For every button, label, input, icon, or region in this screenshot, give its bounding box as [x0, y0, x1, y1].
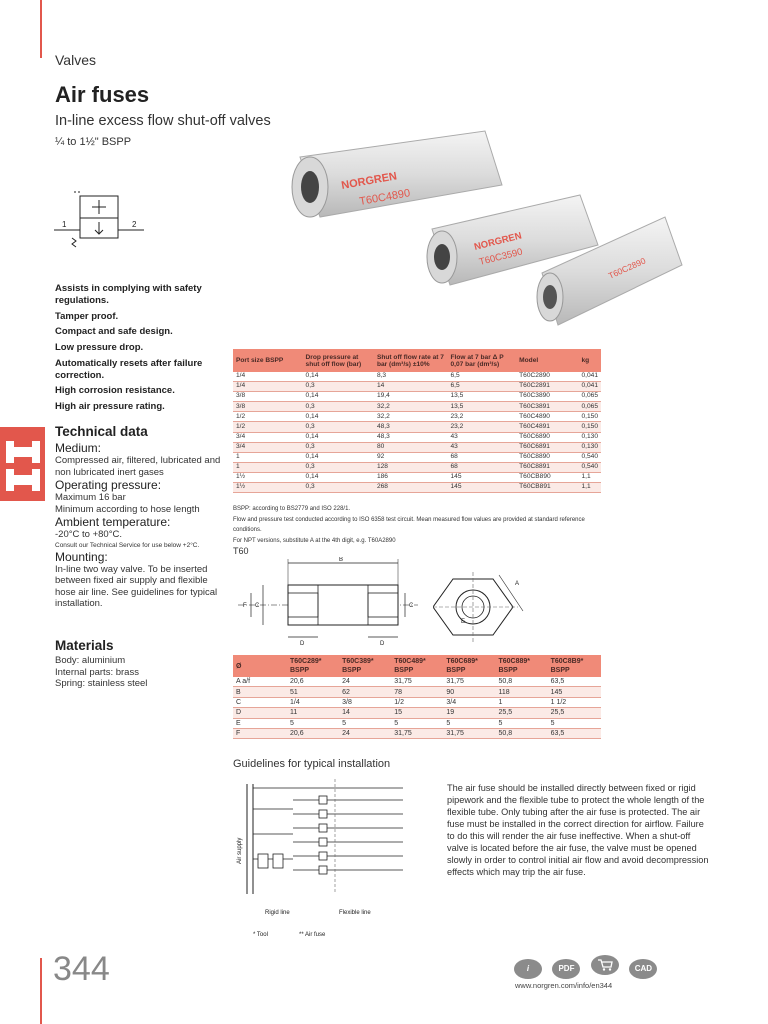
port-1-label: 1	[62, 220, 67, 229]
table-cell: 43	[447, 442, 516, 452]
table-cell: 3/4	[233, 432, 303, 442]
table-cell: T60C3890	[516, 392, 578, 402]
table-cell: 0,14	[303, 452, 374, 462]
table-cell: 92	[374, 452, 448, 462]
port-range: ¼ to 1½" BSPP	[55, 136, 132, 148]
mounting-label: Mounting:	[55, 549, 108, 564]
table-row	[233, 442, 601, 452]
material-internal: Internal parts: brass	[55, 666, 139, 678]
model-large: T60C4890	[358, 187, 412, 208]
table-cell: 0,150	[578, 412, 601, 422]
port-2-label: 2	[132, 220, 137, 229]
feature-item: Assists in complying with safety regulations.	[55, 283, 202, 306]
mounting-text: In-line two way valve. To be inserted between fixed air supply and flexible hose air line. See guidelines for typical installation.	[55, 563, 218, 609]
table-cell: 19	[443, 708, 495, 718]
table-row	[233, 472, 601, 482]
column-header: Shut off flow rate at 7 bar (dm³/s) ±10%	[374, 349, 448, 372]
dimension-drawing-side	[233, 557, 423, 649]
valve-large	[292, 131, 502, 217]
page-subtitle: In-line excess flow shut-off valves	[55, 113, 271, 129]
table-row	[233, 412, 601, 422]
dim-e-label: E	[461, 619, 466, 625]
table-cell: T60C8890	[516, 452, 578, 462]
table-cell: 15	[391, 708, 443, 718]
column-header: T60C689* BSPP	[443, 655, 495, 677]
table-cell: 0,14	[303, 432, 374, 442]
table-cell: 43	[447, 432, 516, 442]
installation-diagram	[233, 774, 433, 944]
air-supply-label: Air supply	[237, 837, 243, 864]
table-cell: 0,130	[578, 442, 601, 452]
feature-item: Compact and safe design.	[55, 326, 173, 338]
page-title: Air fuses	[55, 82, 150, 107]
table-cell: 5	[548, 718, 601, 728]
table-cell: 20,6	[287, 728, 339, 738]
table-cell: 31,75	[443, 728, 495, 738]
column-header: Model	[516, 349, 578, 372]
table-row	[233, 422, 601, 432]
dimension-drawing-end	[433, 567, 528, 647]
table-cell: 0,14	[303, 472, 374, 482]
table-cell: 90	[443, 687, 495, 697]
table-cell: 3/8	[339, 697, 391, 707]
drawing-label: T60	[233, 546, 249, 556]
table-cell: 8,3	[374, 372, 448, 382]
table-cell: 0,3	[303, 483, 374, 493]
table-cell: 32,2	[374, 412, 448, 422]
brand-large: NORGREN	[340, 170, 398, 192]
table-cell: 31,75	[391, 728, 443, 738]
table-row	[233, 697, 601, 707]
table-row	[233, 677, 601, 687]
materials-heading: Materials	[55, 638, 114, 653]
table-cell: 1/4	[233, 382, 303, 392]
table-cell: 1	[233, 462, 303, 472]
technical-data	[55, 424, 225, 610]
table-cell: 50,8	[496, 677, 548, 687]
table-cell: T60CB891	[516, 483, 578, 493]
table-cell: 63,5	[548, 728, 601, 738]
column-header: Ø	[233, 655, 287, 677]
table-cell: T60C6890	[516, 432, 578, 442]
table-cell: 0,540	[578, 452, 601, 462]
note-line: BSPP: according to BS2779 and ISO 228/1.	[233, 506, 351, 512]
table-cell: T60C4890	[516, 412, 578, 422]
table-row	[233, 708, 601, 718]
table-cell: 68	[447, 452, 516, 462]
model-medium: T60C3590	[478, 246, 524, 268]
table-row	[233, 483, 601, 493]
table-cell: D	[233, 708, 287, 718]
table-cell: 0,150	[578, 422, 601, 432]
dim-d-label-2: D	[380, 641, 385, 647]
feature-list	[55, 283, 215, 417]
table-cell: 3/8	[233, 392, 303, 402]
table-cell: 23,2	[447, 412, 516, 422]
table-row	[233, 687, 601, 697]
column-header: Port size BSPP	[233, 349, 303, 372]
table-cell: 19,4	[374, 392, 448, 402]
column-header: Drop pressure at shut off flow (bar)	[303, 349, 374, 372]
note-line: Flow and pressure test conducted according to ISO 6358 test circuit. Mean measured flow values are provided at standard reference conditions.	[233, 516, 585, 533]
table-cell: 78	[391, 687, 443, 697]
feature-item: Tamper proof.	[55, 310, 119, 322]
dimension-table	[233, 655, 601, 739]
table-cell: 31,75	[443, 677, 495, 687]
table-row	[233, 402, 601, 412]
table-cell: 118	[496, 687, 548, 697]
table-cell: C	[233, 697, 287, 707]
table-cell: 51	[287, 687, 339, 697]
table-cell: 62	[339, 687, 391, 697]
table-cell: 68	[447, 462, 516, 472]
table-cell: 1/4	[233, 372, 303, 382]
table-cell: 0,3	[303, 442, 374, 452]
table-cell: F	[233, 728, 287, 738]
table-cell: 1	[233, 452, 303, 462]
table-cell: 186	[374, 472, 448, 482]
dim-c-right-label: C	[409, 603, 414, 609]
technical-heading: Technical data	[55, 424, 148, 439]
dim-a-label: A	[515, 581, 520, 587]
model-small: T60C2890	[606, 255, 648, 281]
table-row	[233, 718, 601, 728]
feature-item: High corrosion resistance.	[55, 385, 175, 397]
table-cell: A a/f	[233, 677, 287, 687]
dim-d-label: D	[300, 641, 305, 647]
table-cell: 80	[374, 442, 448, 452]
medium-label: Medium:	[55, 441, 102, 455]
column-header: kg	[578, 349, 601, 372]
table-cell: 3/8	[233, 402, 303, 412]
table-cell: 1/2	[233, 422, 303, 432]
table-cell: 0,065	[578, 392, 601, 402]
pressure-label: Operating pressure:	[55, 478, 162, 492]
dim-f-label: F	[243, 603, 247, 609]
dim-b-label: B	[339, 557, 344, 563]
feature-item: Low pressure drop.	[55, 342, 144, 354]
table-row	[233, 452, 601, 462]
table-cell: 0,065	[578, 402, 601, 412]
table-cell: T60C6891	[516, 442, 578, 452]
table-cell: 11	[287, 708, 339, 718]
table-cell: 63,5	[548, 677, 601, 687]
table-cell: 3/4	[233, 442, 303, 452]
table-cell: 0,130	[578, 432, 601, 442]
table-cell: 1½	[233, 472, 303, 482]
table-cell: 48,3	[374, 432, 448, 442]
medium-text: Compressed air, filtered, lubricated and non lubricated inert gases	[55, 455, 221, 478]
temperature-note: Consult our Technical Service for use below +2°C.	[55, 541, 200, 549]
table-cell: 25,5	[496, 708, 548, 718]
column-header: Flow at 7 bar Δ P 0,07 bar (dm³/s)	[447, 349, 516, 372]
fuse-legend: ** Air fuse	[299, 932, 326, 938]
table-row	[233, 392, 601, 402]
table-cell: 0,3	[303, 422, 374, 432]
table-cell: 145	[548, 687, 601, 697]
installation-title: Guidelines for typical installation	[233, 758, 391, 770]
table-cell: 14	[339, 708, 391, 718]
table-cell: 0,3	[303, 382, 374, 392]
rigid-line-label: Rigid line	[265, 910, 290, 916]
material-body: Body: aluminium	[55, 655, 126, 666]
table-cell: 25,5	[548, 708, 601, 718]
page-number: 344	[53, 950, 110, 988]
table-cell: 5	[496, 718, 548, 728]
note-line: For NPT versions, substitute A at the 4th digit, e.g. T60A2890	[233, 537, 396, 544]
table-cell: T60CB890	[516, 472, 578, 482]
table-cell: 5	[287, 718, 339, 728]
table-cell: 1/2	[233, 412, 303, 422]
table-cell: 1 1/2	[548, 697, 601, 707]
temperature-label: Ambient temperature:	[55, 515, 171, 529]
table-cell: 6,5	[447, 382, 516, 392]
table-header-row	[233, 655, 601, 677]
table-cell: T60C4891	[516, 422, 578, 432]
top-accent-line	[40, 0, 42, 58]
table-cell: 1,1	[578, 483, 601, 493]
table-row	[233, 728, 601, 738]
table-cell: T60C8891	[516, 462, 578, 472]
temperature-value: -20°C to +80°C.	[55, 529, 123, 540]
table-cell: 24	[339, 728, 391, 738]
column-header: T60C489* BSPP	[391, 655, 443, 677]
table-cell: 1/4	[287, 697, 339, 707]
specification-table	[233, 349, 601, 493]
cart-icon[interactable]	[591, 955, 619, 975]
column-header: T60C389* BSPP	[339, 655, 391, 677]
table-header-row	[233, 349, 601, 372]
table-row	[233, 432, 601, 442]
table-cell: 145	[447, 483, 516, 493]
table-cell: 5	[443, 718, 495, 728]
table-cell: 0,3	[303, 462, 374, 472]
pressure-min: Minimum according to hose length	[55, 503, 200, 515]
spec-table-body	[233, 372, 601, 493]
table-cell: 1½	[233, 483, 303, 493]
table-cell: 1,1	[578, 472, 601, 482]
dim-c-label: C	[255, 603, 260, 609]
column-header: T60C289* BSPP	[287, 655, 339, 677]
table-cell: 6,5	[447, 372, 516, 382]
table-cell: 50,8	[496, 728, 548, 738]
air-fuse-category-icon	[0, 427, 45, 501]
table-cell: 0,3	[303, 402, 374, 412]
table-cell: 0,041	[578, 382, 601, 392]
cad-icon[interactable]: CAD	[629, 959, 657, 979]
footer-url[interactable]: www.norgren.com/info/en344	[515, 981, 613, 990]
section-label: Valves	[55, 52, 96, 68]
table-cell: 32,2	[374, 402, 448, 412]
table-cell: 1	[496, 697, 548, 707]
table-cell: 1/2	[391, 697, 443, 707]
bottom-accent-line	[40, 958, 42, 1024]
dim-table-body	[233, 677, 601, 739]
table-cell: 13,5	[447, 402, 516, 412]
table-cell: T60C3891	[516, 402, 578, 412]
table-row	[233, 382, 601, 392]
table-cell: 5	[339, 718, 391, 728]
category-tab	[0, 427, 45, 501]
table-cell: T60C2890	[516, 372, 578, 382]
table-cell: 0,14	[303, 412, 374, 422]
table-row	[233, 462, 601, 472]
flexible-line-label: Flexible line	[339, 910, 371, 916]
table-cell: 128	[374, 462, 448, 472]
table-cell: 14	[374, 382, 448, 392]
info-icon[interactable]: i	[514, 959, 542, 979]
table-cell: 3/4	[443, 697, 495, 707]
shopping-cart-glyph	[597, 959, 613, 971]
footer-icons	[514, 955, 663, 979]
table-cell: 145	[447, 472, 516, 482]
table-cell: 23,2	[447, 422, 516, 432]
table-cell: E	[233, 718, 287, 728]
feature-item: Automatically resets after failure correction.	[55, 357, 203, 381]
table-cell: B	[233, 687, 287, 697]
table-row	[233, 372, 601, 382]
table-cell: 268	[374, 483, 448, 493]
tool-legend: * Tool	[253, 932, 268, 938]
column-header: T60C889* BSPP	[496, 655, 548, 677]
installation-text: The air fuse should be installed directly between fixed or rigid pipework and the flexible tube to protect the whole length of the flexible tube. Only tubing after the air fuse is protected. The air fuse must be installed in the correct direction for airflow. Failure to do this will render the air fuse ineffective. When a shut-off valve is located before the air fuse, the valve must be opened slowly in order to control initial air flow and avoid decompression effects which may trip the air fuse.	[447, 783, 709, 877]
table-cell: 0,540	[578, 462, 601, 472]
table-notes	[233, 504, 613, 546]
table-cell: 13,5	[447, 392, 516, 402]
table-cell: T60C2891	[516, 382, 578, 392]
feature-item: High air pressure rating.	[55, 401, 165, 413]
pdf-icon[interactable]: PDF	[552, 959, 580, 979]
brand-medium: NORGREN	[473, 230, 523, 253]
material-spring: Spring: stainless steel	[55, 678, 148, 689]
table-cell: 5	[391, 718, 443, 728]
column-header: T60C8B9* BSPP	[548, 655, 601, 677]
materials	[55, 638, 225, 690]
table-cell: 0,041	[578, 372, 601, 382]
table-cell: 0,14	[303, 392, 374, 402]
valve-symbol-icon	[52, 188, 147, 248]
table-cell: 24	[339, 677, 391, 687]
pressure-max: Maximum 16 bar	[55, 492, 126, 503]
table-cell: 31,75	[391, 677, 443, 687]
table-cell: 20,6	[287, 677, 339, 687]
product-photo	[280, 125, 700, 340]
table-cell: 48,3	[374, 422, 448, 432]
table-cell: 0,14	[303, 372, 374, 382]
